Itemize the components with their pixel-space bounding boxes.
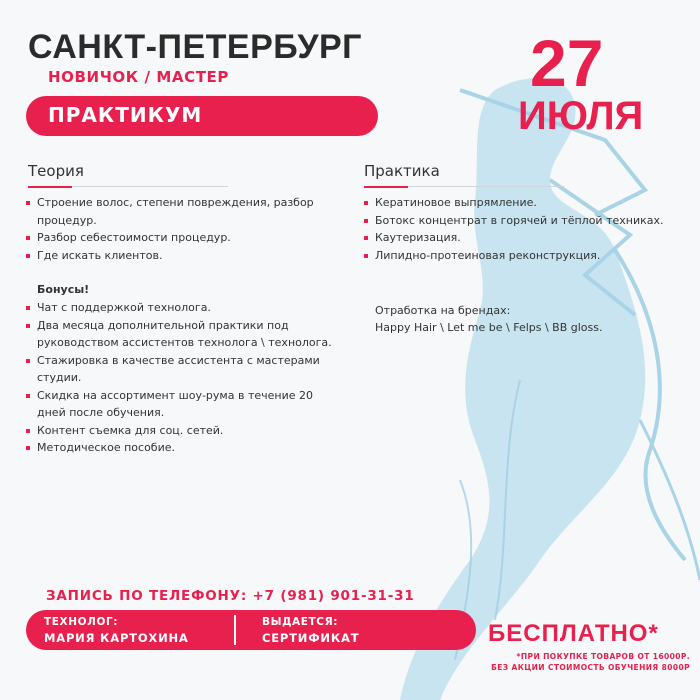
practice-list bbox=[364, 194, 664, 264]
technologist-label: ТЕХНОЛОГ: bbox=[44, 616, 119, 628]
technologist-name: МАРИЯ КАРТОХИНА bbox=[44, 631, 189, 645]
brands-block bbox=[375, 302, 603, 336]
level-subtitle: НОВИЧОК / МАСТЕР bbox=[48, 68, 229, 86]
list-item: Где искать клиентов. bbox=[26, 247, 326, 265]
issued-label: ВЫДАЕТСЯ: bbox=[262, 616, 339, 628]
list-item: Кератиновое выпрямление. bbox=[364, 194, 664, 212]
theory-title: Теория bbox=[28, 162, 84, 180]
bonus-title: Бонусы! bbox=[37, 283, 90, 296]
list-item: Чат с поддержкой технолога. bbox=[26, 299, 336, 317]
free-label: БЕСПЛАТНО* bbox=[488, 620, 659, 647]
price-note-line1: *ПРИ ПОКУПКЕ ТОВАРОВ ОТ 16000Р. bbox=[516, 652, 690, 661]
issued-value: СЕРТИФИКАТ bbox=[262, 631, 360, 645]
brands-label: Отработка на брендах: bbox=[375, 304, 511, 317]
list-item: Стажировка в качестве ассистента с мастерами студии. bbox=[26, 352, 336, 387]
course-title-banner bbox=[26, 96, 378, 136]
list-item: Разбор себестоимости процедур. bbox=[26, 229, 326, 247]
practice-underline bbox=[364, 186, 564, 187]
practice-title: Практика bbox=[364, 162, 440, 180]
course-title: ПРАКТИКУМ bbox=[48, 103, 203, 127]
price-note-line2: БЕЗ АКЦИИ СТОИМОСТЬ ОБУЧЕНИЯ 8000Р bbox=[491, 663, 690, 672]
list-item: Ботокс концентрат в горячей и тёплой техниках. bbox=[364, 212, 664, 230]
theory-list bbox=[26, 194, 326, 264]
list-item: Липидно-протеиновая реконструкция. bbox=[364, 247, 664, 265]
date-month: ИЮЛЯ bbox=[518, 94, 644, 138]
brands-list: Happy Hair \ Let me be \ Felps \ BB gloss. bbox=[375, 321, 603, 334]
list-item: Каутеризация. bbox=[364, 229, 664, 247]
city-title: САНКТ-ПЕТЕРБУРГ bbox=[28, 28, 362, 66]
list-item: Методическое пособие. bbox=[26, 439, 336, 457]
date-day: 27 bbox=[530, 26, 604, 100]
list-item: Скидка на ассортимент шоу-рума в течение 20 дней после обучения. bbox=[26, 387, 336, 422]
info-bar-divider bbox=[234, 615, 236, 645]
list-item: Два месяца дополнительной практики под руководством ассистентов технолога \ технолога. bbox=[26, 317, 336, 352]
background-figure-illustration bbox=[400, 60, 700, 700]
bonus-list bbox=[26, 299, 336, 457]
phone-signup: ЗАПИСЬ ПО ТЕЛЕФОНУ: +7 (981) 901-31-31 bbox=[46, 588, 415, 604]
list-item: Контент съемка для соц. сетей. bbox=[26, 422, 336, 440]
theory-underline bbox=[28, 186, 228, 187]
list-item: Строение волос, степени повреждения, разбор процедур. bbox=[26, 194, 326, 229]
